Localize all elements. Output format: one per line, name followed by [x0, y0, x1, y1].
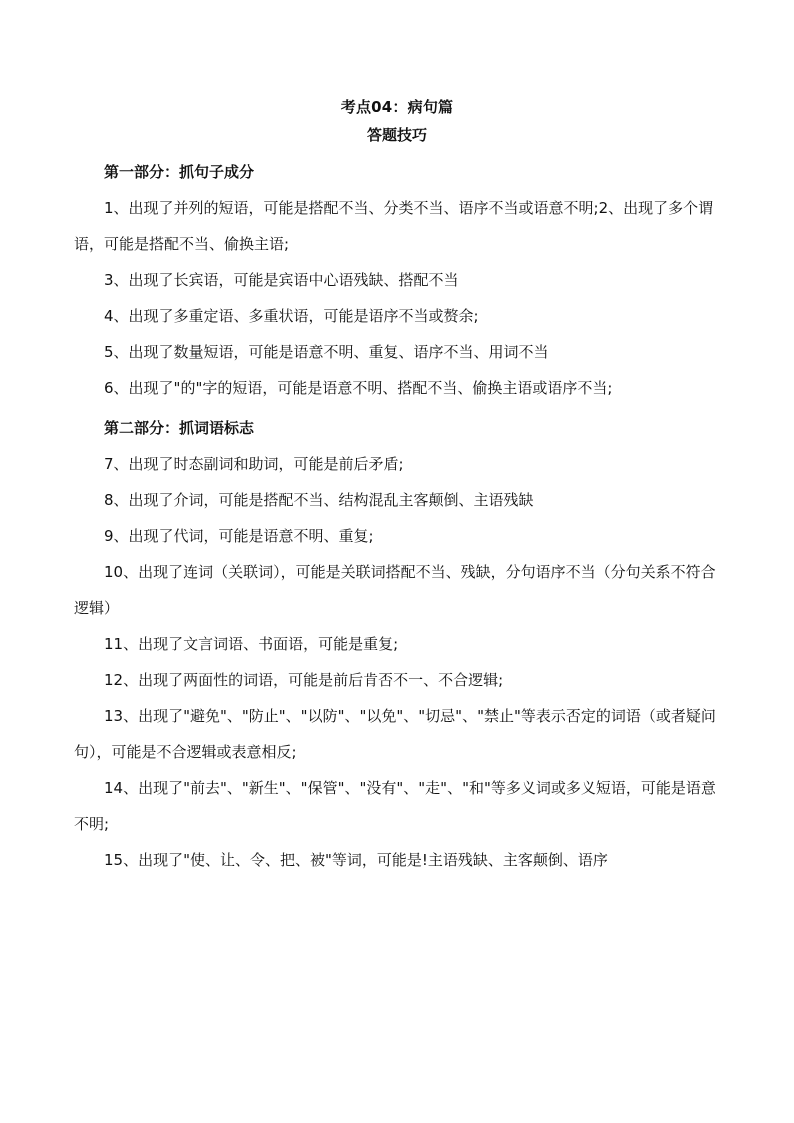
list-item: 14、出现了"前去"、"新生"、"保管"、"没有"、"走"、"和"等多义词或多义短语，可能是语意不明; [74, 779, 716, 833]
section-one [74, 160, 720, 406]
list-item: 9、出现了代词，可能是语意不明、重复; [104, 527, 374, 545]
section-two [74, 416, 720, 878]
list-item: 3、出现了长宾语，可能是宾语中心语残缺、搭配不当 [104, 271, 459, 289]
document-subtitle: 答题技巧 [366, 126, 427, 144]
section-heading: 第一部分：抓句子成分 [104, 163, 255, 181]
section-heading: 第二部分：抓词语标志 [104, 419, 255, 437]
document-title: 考点04：病句篇 [340, 98, 454, 116]
list-item: 10、出现了连词（关联词），可能是关联词搭配不当、残缺，分句语序不当（分句关系不符合逻辑） [74, 563, 716, 617]
document-content [74, 94, 720, 878]
list-item: 8、出现了介词，可能是搭配不当、结构混乱主客颠倒、主语残缺 [104, 491, 534, 509]
list-item: 11、出现了文言词语、书面语，可能是重复; [104, 635, 399, 653]
list-item: 7、出现了时态副词和助词，可能是前后矛盾; [104, 455, 404, 473]
list-item: 1、出现了并列的短语，可能是搭配不当、分类不当、语序不当或语意不明;2、出现了多个谓语，可能是搭配不当、偷换主语; [74, 199, 714, 253]
list-item: 4、出现了多重定语、多重状语，可能是语序不当或赘余; [104, 307, 479, 325]
list-item: 13、出现了"避免"、"防止"、"以防"、"以免"、"切忌"、"禁止"等表示否定的词语（或者疑问句），可能是不合逻辑或表意相反; [74, 707, 716, 761]
list-item: 5、出现了数量短语，可能是语意不明、重复、语序不当、用词不当 [104, 343, 549, 361]
list-item: 12、出现了两面性的词语，可能是前后肯否不一、不合逻辑; [104, 671, 504, 689]
list-item: 15、出现了"使、让、令、把、被"等词，可能是!主语残缺、主客颠倒、语序 [104, 851, 608, 869]
list-item: 6、出现了"的"字的短语，可能是语意不明、搭配不当、偷换主语或语序不当; [104, 379, 613, 397]
